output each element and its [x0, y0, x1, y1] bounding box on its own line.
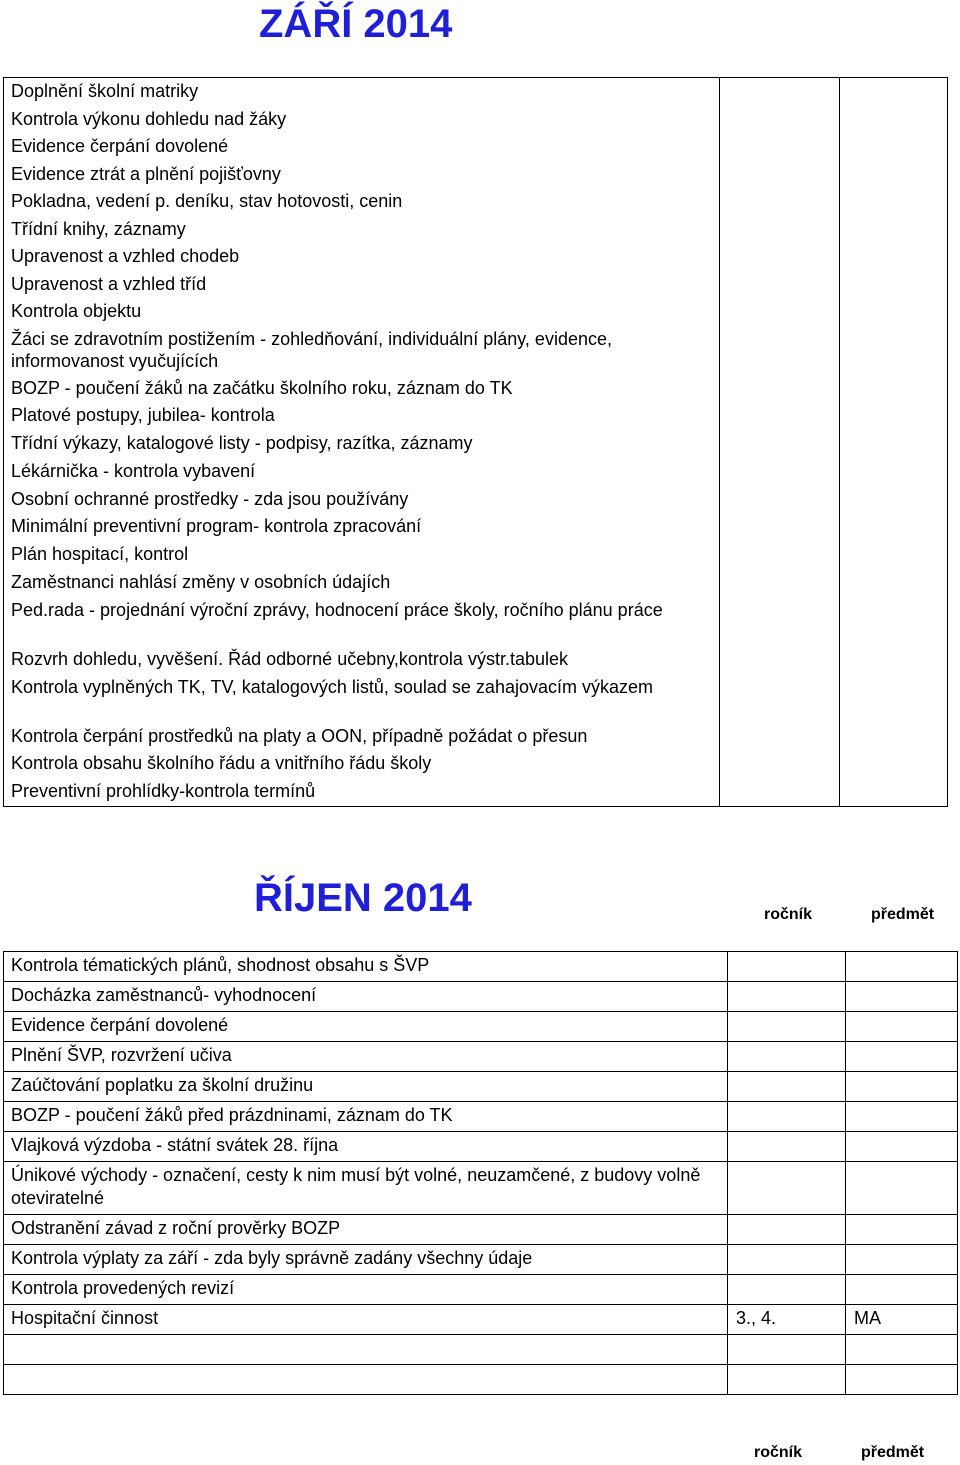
table-row: [4, 1275, 958, 1305]
table-row: [4, 1162, 958, 1215]
task-cell: Docházka zaměstnanců- vyhodnocení: [4, 982, 728, 1012]
table-row: [4, 1132, 958, 1162]
table-row: [4, 1305, 958, 1335]
predmet-cell: [846, 1042, 958, 1072]
rocnik-cell: [728, 1012, 846, 1042]
task-cell: Platové postupy, jubilea- kontrola: [4, 402, 720, 430]
rocnik-cell: [728, 1072, 846, 1102]
table-row: [4, 982, 958, 1012]
task-cell: Zaměstnanci nahlásí změny v osobních údajích: [4, 569, 720, 597]
september-table: [3, 77, 948, 807]
predmet-cell: [846, 1012, 958, 1042]
task-cell: Plán hospitací, kontrol: [4, 541, 720, 569]
predmet-cell: [846, 982, 958, 1012]
task-cell: Rozvrh dohledu, vyvěšení. Řád odborné učebny,kontrola výstr.tabulek: [4, 646, 720, 674]
task-cell: Evidence čerpání dovolené: [4, 133, 720, 161]
task-cell: Plnění ŠVP, rozvržení učiva: [4, 1042, 728, 1072]
october-title: ŘÍJEN 2014: [254, 876, 472, 920]
task-cell: Žáci se zdravotním postižením - zohledňování, individuální plány, evidence, informovanost vyučujících: [4, 326, 720, 375]
task-cell: Vlajková výzdoba - státní svátek 28. října: [4, 1132, 728, 1162]
task-cell: Kontrola objektu: [4, 298, 720, 326]
predmet-cell: [846, 1072, 958, 1102]
rocnik-cell: [728, 1245, 846, 1275]
predmet-cell: [846, 1275, 958, 1305]
october-table: [3, 951, 958, 1395]
task-cell: [4, 1365, 728, 1395]
task-cell: Kontrola tématických plánů, shodnost obsahu s ŠVP: [4, 952, 728, 982]
task-cell: Preventivní prohlídky-kontrola termínů: [4, 778, 720, 806]
rocnik-cell: [728, 1365, 846, 1395]
predmet-cell: [846, 1245, 958, 1275]
task-cell: Kontrola vyplněných TK, TV, katalogových listů, soulad se zahajovacím výkazem: [4, 674, 720, 723]
task-cell: Kontrola výkonu dohledu nad žáky: [4, 106, 720, 134]
rocnik-cell: [728, 1215, 846, 1245]
predmet-cell: [846, 1365, 958, 1395]
task-cell: BOZP - poučení žáků před prázdninami, záznam do TK: [4, 1102, 728, 1132]
table-row: [4, 1215, 958, 1245]
task-cell: Pokladna, vedení p. deníku, stav hotovosti, cenin: [4, 188, 720, 216]
table-row: [4, 1102, 958, 1132]
task-cell: Hospitační činnost: [4, 1305, 728, 1335]
rocnik-cell: [728, 1275, 846, 1305]
predmet-cell: [846, 952, 958, 982]
footer-predmet: předmět: [861, 1444, 925, 1461]
task-cell: Kontrola výplaty za září - zda byly správně zadány všechny údaje: [4, 1245, 728, 1275]
task-cell: BOZP - poučení žáků na začátku školního roku, záznam do TK: [4, 375, 720, 403]
table-row: [4, 1042, 958, 1072]
table-row: [4, 1335, 958, 1365]
rocnik-cell: [720, 78, 840, 807]
rocnik-cell: [728, 1335, 846, 1365]
task-cell: Upravenost a vzhled chodeb: [4, 243, 720, 271]
task-cell: Zaúčtování poplatku za školní družinu: [4, 1072, 728, 1102]
task-cell: Lékárnička - kontrola vybavení: [4, 458, 720, 486]
rocnik-cell: [728, 982, 846, 1012]
rocnik-cell: [728, 952, 846, 982]
predmet-cell: MA: [846, 1305, 958, 1335]
rocnik-cell: 3., 4.: [728, 1305, 846, 1335]
footer-rocnik: ročník: [754, 1444, 803, 1461]
predmet-cell: [846, 1132, 958, 1162]
task-cell: Kontrola provedených revizí: [4, 1275, 728, 1305]
predmet-cell: [846, 1162, 958, 1215]
task-cell: [4, 1335, 728, 1365]
column-header-rocnik: ročník: [764, 906, 813, 923]
table-row: [4, 952, 958, 982]
rocnik-cell: [728, 1042, 846, 1072]
task-cell: Třídní knihy, záznamy: [4, 216, 720, 244]
column-header-predmet: předmět: [871, 906, 935, 923]
predmet-cell: [840, 78, 948, 807]
task-cell: Ped.rada - projednání výroční zprávy, hodnocení práce školy, ročního plánu práce: [4, 597, 720, 646]
task-cell: Odstranění závad z roční prověrky BOZP: [4, 1215, 728, 1245]
table-row: [4, 78, 948, 106]
task-cell: Osobní ochranné prostředky - zda jsou používány: [4, 486, 720, 514]
rocnik-cell: [728, 1162, 846, 1215]
table-row: [4, 1012, 958, 1042]
task-cell: Třídní výkazy, katalogové listy - podpisy, razítka, záznamy: [4, 430, 720, 458]
table-row: [4, 1365, 958, 1395]
task-cell: Únikové východy - označení, cesty k nim musí být volné, neuzamčené, z budovy volně oteviratelné: [4, 1162, 728, 1215]
task-cell: Kontrola obsahu školního řádu a vnitřního řádu školy: [4, 750, 720, 778]
predmet-cell: [846, 1102, 958, 1132]
rocnik-cell: [728, 1132, 846, 1162]
task-cell: Kontrola čerpání prostředků na platy a OON, případně požádat o přesun: [4, 723, 720, 751]
september-title: ZÁŘÍ 2014: [259, 2, 453, 46]
predmet-cell: [846, 1215, 958, 1245]
task-cell: Evidence ztrát a plnění pojišťovny: [4, 161, 720, 189]
table-row: [4, 1072, 958, 1102]
task-cell: Minimální preventivní program- kontrola zpracování: [4, 513, 720, 541]
task-cell: Upravenost a vzhled tříd: [4, 271, 720, 299]
table-row: [4, 1245, 958, 1275]
predmet-cell: [846, 1335, 958, 1365]
rocnik-cell: [728, 1102, 846, 1132]
task-cell: Doplnění školní matriky: [4, 78, 720, 106]
task-cell: Evidence čerpání dovolené: [4, 1012, 728, 1042]
